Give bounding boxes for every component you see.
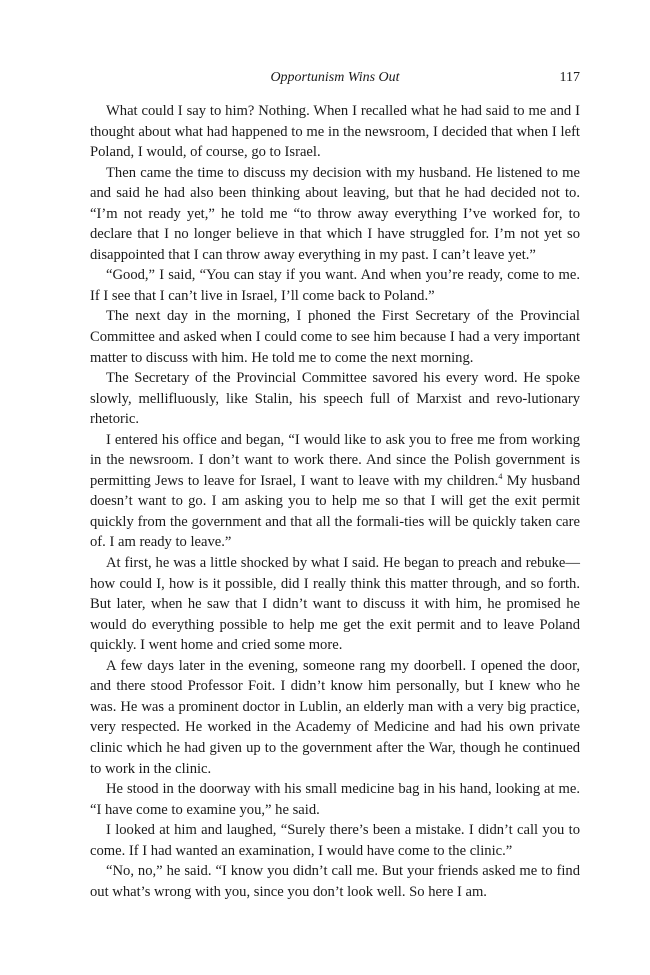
paragraph: Then came the time to discuss my decision with my husband. He listened to me and said he had also been thinking about leaving, but that he had decided not to. “I’m not ready yet,” he told me “to throw away everything I’ve worked for, to declare that I no longer believe in that which I have struggled for. I’m not yet so disappointed that I can throw away everything in my past. I can’t leave yet.” <box>90 164 580 263</box>
paragraph: The Secretary of the Provincial Committee savored his every word. He spoke slowly, mellifluously, like Stalin, his speech full of Marxist and revo-lutionary rhetoric. <box>90 370 580 428</box>
paragraph-text-continued: My husband doesn’t want to go. I am asking you to help me so that I will get the exit permit quickly from the government and that all the formali-ties will be quickly taken care of. I am ready to leave.” <box>90 472 580 551</box>
paragraph: At first, he was a little shocked by what I said. He began to preach and rebuke—how could I, how is it possible, did I really think this matter through, and so forth. But later, when he saw that I didn’t want to discuss it with him, he promised he would do everything possible to help me get the exit permit and to leave Poland quickly. I went home and cried some more. <box>90 555 580 654</box>
paragraph-text: I entered his office and began, “I would like to ask you to free me from working in the newsroom. I don’t want to work there. And since the Polish government is permitting Jews to leave for Israel, I want to leave with my children. <box>90 431 580 489</box>
paragraph: He stood in the doorway with his small medicine bag in his hand, looking at me. “I have come to examine you,” he said. <box>90 781 580 818</box>
paragraph: “No, no,” he said. “I know you didn’t call me. But your friends asked me to find out what’s wrong with you, since you don’t look well. So here I am. <box>90 863 580 900</box>
paragraph: A few days later in the evening, someone rang my doorbell. I opened the door, and there stood Professor Foit. I didn’t know him personally, but I knew who he was. He was a prominent doctor in Lublin, an elderly man with a very big practice, very respected. He worked in the Academy of Medicine and had his own private clinic which he had given up to the government after the War, though he continued to work in the clinic. <box>90 657 580 777</box>
paragraph: The next day in the morning, I phoned the First Secretary of the Provincial Committee and asked when I could come to see him because I had a very important matter to discuss with him. He told me to come the next morning. <box>90 308 580 366</box>
paragraph-with-footnote <box>90 430 580 553</box>
running-title: Opportunism Wins Out <box>270 70 400 85</box>
footnote-marker[interactable]: 4 <box>498 471 503 481</box>
body-text <box>90 101 580 902</box>
paragraph: “Good,” I said, “You can stay if you want. And when you’re ready, come to me. If I see that I can’t live in Israel, I’ll come back to Poland.” <box>90 267 580 304</box>
paragraph: What could I say to him? Nothing. When I recalled what he had said to me and I thought about what had happened to me in the newsroom, I decided that when I left Poland, I would, of course, go to Israel. <box>90 103 580 161</box>
paragraph: I looked at him and laughed, “Surely there’s been a mistake. I didn’t call you to come. If I had wanted an examination, I would have come to the clinic.” <box>90 822 580 859</box>
page-number: 117 <box>559 70 580 85</box>
running-header <box>90 70 580 90</box>
